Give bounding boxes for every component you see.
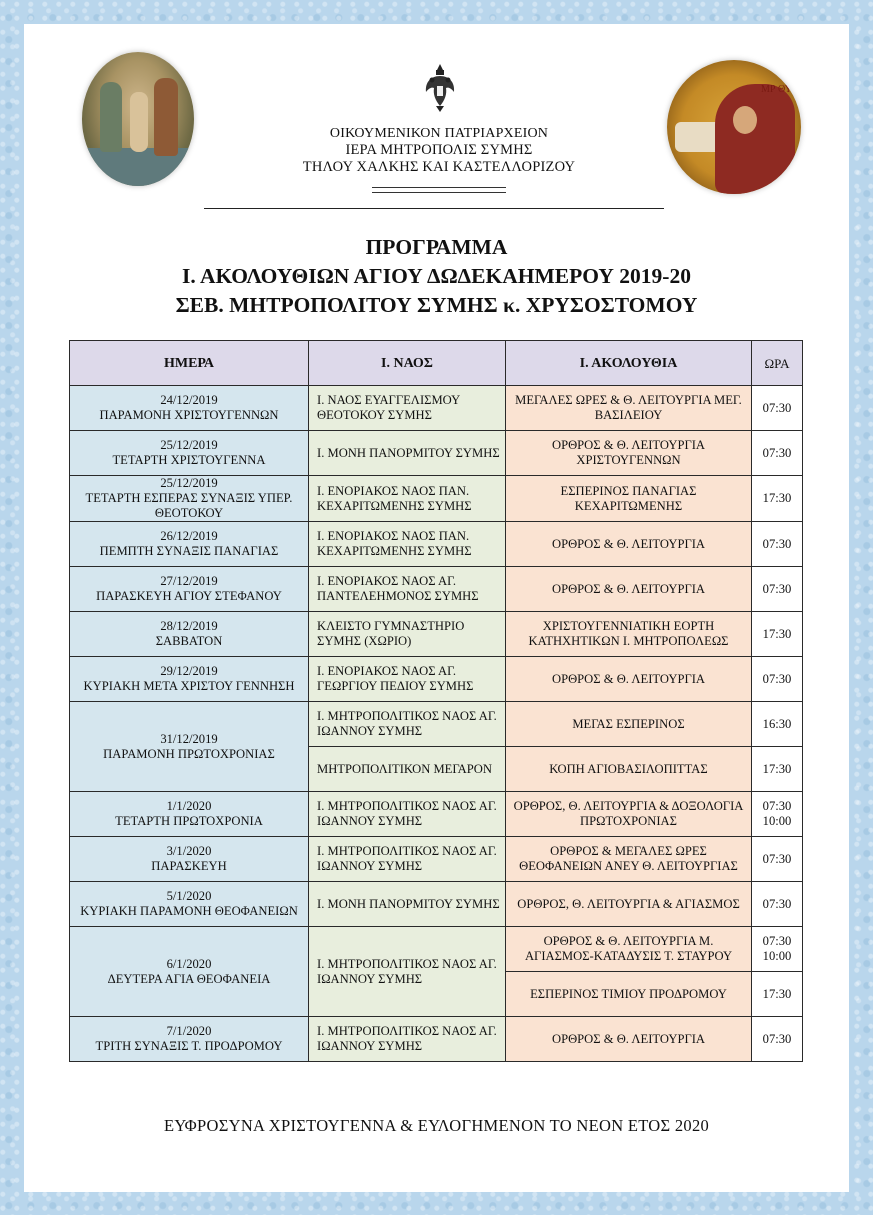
table-row — [70, 702, 803, 747]
day-name: ΤΕΤΑΡΤΗ ΠΡΩΤΟΧΡΟΝΙΑ — [115, 814, 263, 828]
table-row — [70, 882, 803, 927]
day-name: ΤΕΤΑΡΤΗ ΕΣΠΕΡΑΣ ΣΥΝΑΞΙΣ ΥΠΕΡ. ΘΕΟΤΟΚΟΥ — [85, 491, 293, 520]
akolouthia-cell: ΟΡΘΡΟΣ & Θ. ΛΕΙΤΟΥΡΓΙΑ Μ. ΑΓΙΑΣΜΟΣ-ΚΑΤΑΔΥΣΙΣ Τ. ΣΤΑΥΡΟΥ — [506, 927, 752, 972]
akolouthia-cell: ΜΕΓΑΣ ΕΣΠΕΡΙΝΟΣ — [506, 702, 752, 747]
day-cell — [70, 882, 309, 927]
naos-cell: Ι. ΜΗΤΡΟΠΟΛΙΤΙΚΟΣ ΝΑΟΣ ΑΓ. ΙΩΑΝΝΟΥ ΣΥΜΗΣ — [309, 837, 506, 882]
table-row — [70, 657, 803, 702]
day-name: ΔΕΥΤΕΡΑ ΑΓΙΑ ΘΕΟΦΑΝΕΙΑ — [107, 971, 271, 986]
footer-greeting: ΕΥΦΡΟΣΥΝΑ ΧΡΙΣΤΟΥΓΕΝΝΑ & ΕΥΛΟΓΗΜΕΝΟΝ ΤΟ ΝΕΟΝ ΕΤΟΣ 2020 — [163, 1116, 710, 1135]
day-name: ΤΡΙΤΗ ΣΥΝΑΞΙΣ Τ. ΠΡΟΔΡΟΜΟΥ — [95, 1039, 283, 1053]
header-naos: Ι. ΝΑΟΣ — [309, 341, 506, 386]
day-cell — [70, 792, 309, 837]
akolouthia-cell: ΕΣΠΕΡΙΝΟΣ ΠΑΝΑΓΙΑΣ ΚΕΧΑΡΙΤΩΜΕΝΗΣ — [506, 476, 752, 522]
theophany-icon — [82, 52, 194, 186]
day-cell — [70, 1017, 309, 1062]
time-cell: 07:30 — [752, 522, 803, 567]
naos-cell: Ι. ΜΗΤΡΟΠΟΛΙΤΙΚΟΣ ΝΑΟΣ ΑΓ. ΙΩΑΝΝΟΥ ΣΥΜΗΣ — [309, 792, 506, 837]
day-cell — [70, 927, 309, 1017]
naos-cell: Ι. ΜΗΤΡΟΠΟΛΙΤΙΚΟΣ ΝΑΟΣ ΑΓ. ΙΩΑΝΝΟΥ ΣΥΜΗΣ — [309, 702, 506, 747]
akolouthia-cell: ΟΡΘΡΟΣ, Θ. ΛΕΙΤΟΥΡΓΙΑ & ΑΓΙΑΣΜΟΣ — [506, 882, 752, 927]
time-cell: 07:30 — [752, 657, 803, 702]
date: 24/12/2019 — [160, 393, 218, 407]
table-row — [70, 476, 803, 522]
table-row — [70, 386, 803, 431]
table-row — [70, 522, 803, 567]
title-line-2: Ι. ΑΚΟΛΟΥΘΙΩΝ ΑΓΙΟΥ ΔΩΔΕΚΑΗΜΕΡΟΥ 2019-20 — [182, 264, 691, 288]
day-name: ΠΑΡΑΜΟΝΗ ΧΡΙΣΤΟΥΓΕΝΝΩΝ — [99, 408, 279, 422]
day-name: ΤΕΤΑΡΤΗ ΧΡΙΣΤΟΥΓΕΝΝΑ — [112, 453, 266, 467]
time-cell: 16:30 — [752, 702, 803, 747]
header-akolouthia: Ι. ΑΚΟΛΟΥΘΙΑ — [506, 341, 752, 386]
time-cell: 07:30 — [752, 882, 803, 927]
date: 29/12/2019 — [160, 664, 218, 678]
akolouthia-cell: ΧΡΙΣΤΟΥΓΕΝΝΙΑΤΙΚΗ ΕΟΡΤΗ ΚΑΤΗΧΗΤΙΚΩΝ Ι. ΜΗΤΡΟΠΟΛΕΩΣ — [506, 612, 752, 657]
schedule-table — [69, 340, 803, 1062]
title-line-1: ΠΡΟΓΡΑΜΜΑ — [365, 235, 508, 259]
naos-cell: Ι. ΕΝΟΡΙΑΚΟΣ ΝΑΟΣ ΠΑΝ. ΚΕΧΑΡΙΤΩΜΕΝΗΣ ΣΥΜΗΣ — [309, 476, 506, 522]
time-cell: 07:30 — [752, 837, 803, 882]
table-row — [70, 1017, 803, 1062]
day-cell — [70, 657, 309, 702]
time-cell: 17:30 — [752, 747, 803, 792]
akolouthia-cell: ΟΡΘΡΟΣ & ΜΕΓΑΛΕΣ ΩΡΕΣ ΘΕΟΦΑΝΕΙΩΝ ΑΝΕΥ Θ. ΛΕΙΤΟΥΡΓΙΑΣ — [506, 837, 752, 882]
naos-cell: Ι. ΕΝΟΡΙΑΚΟΣ ΝΑΟΣ ΠΑΝ. ΚΕΧΑΡΙΤΩΜΕΝΗΣ ΣΥΜΗΣ — [309, 522, 506, 567]
date: 31/12/2019 — [160, 731, 218, 746]
time-cell — [752, 792, 803, 837]
time-1: 07:30 — [762, 934, 792, 948]
akolouthia-cell: ΟΡΘΡΟΣ & Θ. ΛΕΙΤΟΥΡΓΙΑ ΧΡΙΣΤΟΥΓΕΝΝΩΝ — [506, 431, 752, 476]
time-cell: 17:30 — [752, 476, 803, 522]
akolouthia-cell: ΟΡΘΡΟΣ & Θ. ΛΕΙΤΟΥΡΓΙΑ — [506, 522, 752, 567]
header-day: ΗΜΕΡΑ — [70, 341, 309, 386]
date: 6/1/2020 — [166, 956, 212, 971]
akolouthia-cell: ΟΡΘΡΟΣ, Θ. ΛΕΙΤΟΥΡΓΙΑ & ΔΟΞΟΛΟΓΙΑ ΠΡΩΤΟΧΡΟΝΙΑΣ — [506, 792, 752, 837]
date: 25/12/2019 — [160, 476, 218, 490]
date: 25/12/2019 — [160, 438, 218, 452]
double-rule — [372, 187, 506, 193]
document-page — [24, 24, 849, 1192]
double-headed-eagle-icon — [423, 62, 457, 114]
day-name: ΠΑΡΑΣΚΕΥΗ — [151, 859, 227, 873]
day-cell — [70, 702, 309, 792]
time-2: 10:00 — [762, 949, 792, 963]
table-row — [70, 927, 803, 972]
table-row — [70, 837, 803, 882]
naos-cell: Ι. ΜΟΝΗ ΠΑΝΟΡΜΙΤΟΥ ΣΥΜΗΣ — [309, 431, 506, 476]
time-cell: 07:30 — [752, 567, 803, 612]
day-cell — [70, 431, 309, 476]
akolouthia-cell: ΕΣΠΕΡΙΝΟΣ ΤΙΜΙΟΥ ΠΡΟΔΡΟΜΟΥ — [506, 972, 752, 1017]
naos-cell: ΜΗΤΡΟΠΟΛΙΤΙΚΟΝ ΜΕΓΑΡΟΝ — [309, 747, 506, 792]
time-2: 10:00 — [762, 814, 792, 828]
header-line-3: ΤΗΛΟΥ ΧΑΛΚΗΣ ΚΑΙ ΚΑΣΤΕΛΛΟΡΙΖΟΥ — [302, 159, 576, 175]
header-line-1: ΟΙΚΟΥΜΕΝΙΚΟΝ ΠΑΤΡΙΑΡΧΕΙΟΝ — [329, 126, 549, 141]
akolouthia-cell: ΟΡΘΡΟΣ & Θ. ΛΕΙΤΟΥΡΓΙΑ — [506, 657, 752, 702]
time-cell — [752, 927, 803, 972]
table-row — [70, 792, 803, 837]
date: 5/1/2020 — [166, 889, 212, 903]
table-row — [70, 612, 803, 657]
time-cell: 17:30 — [752, 972, 803, 1017]
naos-cell: Ι. ΜΗΤΡΟΠΟΛΙΤΙΚΟΣ ΝΑΟΣ ΑΓ. ΙΩΑΝΝΟΥ ΣΥΜΗΣ — [309, 927, 506, 1017]
header-ora: ΩΡΑ — [752, 341, 803, 386]
time-cell: 07:30 — [752, 386, 803, 431]
header-rule — [204, 208, 664, 209]
date: 7/1/2020 — [166, 1024, 212, 1038]
naos-cell: Ι. ΜΟΝΗ ΠΑΝΟΡΜΙΤΟΥ ΣΥΜΗΣ — [309, 882, 506, 927]
time-cell: 17:30 — [752, 612, 803, 657]
day-name: ΠΕΜΠΤΗ ΣΥΝΑΞΙΣ ΠΑΝΑΓΙΑΣ — [99, 544, 279, 558]
date: 28/12/2019 — [160, 619, 218, 633]
page-title — [24, 233, 849, 320]
akolouthia-cell: ΟΡΘΡΟΣ & Θ. ΛΕΙΤΟΥΡΓΙΑ — [506, 1017, 752, 1062]
akolouthia-cell: ΚΟΠΗ ΑΓΙΟΒΑΣΙΛΟΠΙΤΤΑΣ — [506, 747, 752, 792]
day-cell — [70, 386, 309, 431]
naos-cell: Ι. ΕΝΟΡΙΑΚΟΣ ΝΑΟΣ ΑΓ. ΠΑΝΤΕΛΕΗΜΟΝΟΣ ΣΥΜΗΣ — [309, 567, 506, 612]
day-name: ΠΑΡΑΜΟΝΗ ΠΡΩΤΟΧΡΟΝΙΑΣ — [103, 746, 275, 761]
day-cell — [70, 837, 309, 882]
day-name: ΣΑΒΒΑΤΟΝ — [155, 634, 223, 648]
day-name: ΚΥΡΙΑΚΗ ΠΑΡΑΜΟΝΗ ΘΕΟΦΑΝΕΙΩΝ — [80, 904, 298, 918]
table-header-row — [70, 341, 803, 386]
naos-cell: Ι. ΝΑΟΣ ΕΥΑΓΓΕΛΙΣΜΟΥ ΘΕΟΤΟΚΟΥ ΣΥΜΗΣ — [309, 386, 506, 431]
day-name: ΠΑΡΑΣΚΕΥΗ ΑΓΙΟΥ ΣΤΕΦΑΝΟΥ — [96, 589, 282, 603]
date: 3/1/2020 — [166, 844, 212, 858]
table-row — [70, 431, 803, 476]
day-cell — [70, 567, 309, 612]
title-line-3: ΣΕΒ. ΜΗΤΡΟΠΟΛΙΤΟΥ ΣΥΜΗΣ κ. ΧΡΥΣΟΣΤΟΜΟΥ — [175, 293, 698, 317]
header-line-2: ΙΕΡΑ ΜΗΤΡΟΠΟΛΙΣ ΣΥΜΗΣ — [345, 142, 533, 158]
akolouthia-cell: ΜΕΓΑΛΕΣ ΩΡΕΣ & Θ. ΛΕΙΤΟΥΡΓΙΑ ΜΕΓ. ΒΑΣΙΛΕΙΟΥ — [506, 386, 752, 431]
time-1: 07:30 — [762, 799, 792, 813]
day-cell — [70, 522, 309, 567]
naos-cell: Ι. ΕΝΟΡΙΑΚΟΣ ΝΑΟΣ ΑΓ. ΓΕΩΡΓΙΟΥ ΠΕΔΙΟΥ ΣΥΜΗΣ — [309, 657, 506, 702]
nativity-icon — [667, 60, 801, 194]
date: 26/12/2019 — [160, 529, 218, 543]
header — [204, 125, 674, 176]
naos-cell: ΚΛΕΙΣΤΟ ΓΥΜΝΑΣΤΗΡΙΟ ΣΥΜΗΣ (ΧΩΡΙΟ) — [309, 612, 506, 657]
day-cell — [70, 612, 309, 657]
time-cell: 07:30 — [752, 1017, 803, 1062]
table-row — [70, 567, 803, 612]
date: 1/1/2020 — [166, 799, 212, 813]
naos-cell: Ι. ΜΗΤΡΟΠΟΛΙΤΙΚΟΣ ΝΑΟΣ ΑΓ. ΙΩΑΝΝΟΥ ΣΥΜΗΣ — [309, 1017, 506, 1062]
day-cell — [70, 476, 309, 522]
akolouthia-cell: ΟΡΘΡΟΣ & Θ. ΛΕΙΤΟΥΡΓΙΑ — [506, 567, 752, 612]
icon-inscription: ΜΡ ΘΥ — [761, 84, 792, 95]
date: 27/12/2019 — [160, 574, 218, 588]
time-cell: 07:30 — [752, 431, 803, 476]
day-name: ΚΥΡΙΑΚΗ ΜΕΤΑ ΧΡΙΣΤΟΥ ΓΕΝΝΗΣΗ — [83, 679, 295, 693]
